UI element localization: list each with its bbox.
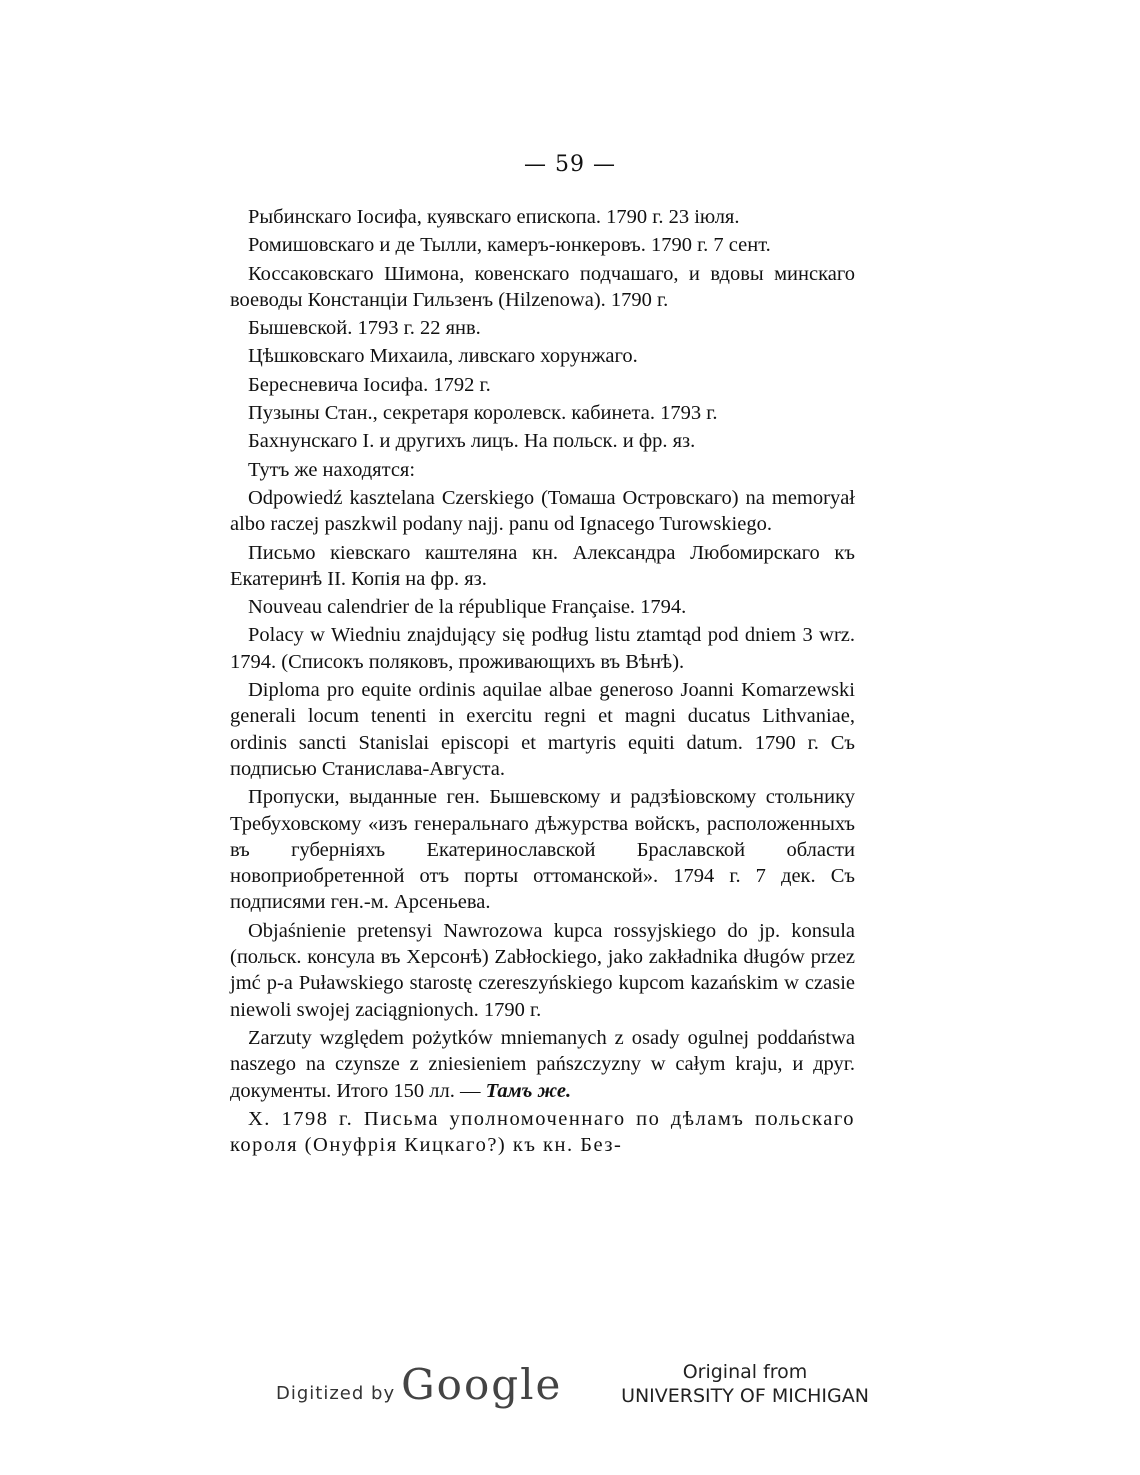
- original-from-label: Original from: [682, 1361, 808, 1383]
- list-item: Бахнунскаго І. и другихъ лицъ. На польск. и фр. яз.: [248, 430, 696, 453]
- google-logo: Google: [401, 1360, 563, 1409]
- list-item-text: Zarzuty względem pożytków mniemanych z osady ogulnej poddaństwa naszego na czynsze z zniesieniem pańszczyzny w całym kraju, и друг. документы. Итого 150 лл. —: [230, 1026, 855, 1102]
- list-item: Objaśnienie pretensyi Nawrozowa kupca rossyjskiego do jp. konsula (польск. консула въ Херсонѣ) Zabłockiego, jako zakładnika długów przez jmć p-a Puławskiego starostę czereszyńskiego kupcom kazańskim w czasie niewoli swojej zaciągnionych. 1790 г.: [230, 919, 855, 1021]
- list-item: Diploma pro equite ordinis aquilae albae generoso Joanni Komarzewski generali locum tenenti in exercitu regni et magni ducatus Lithvaniae, ordinis sancti Stanislai episcopi et martyris equiti datum. 1790 г. Съ подписью Станислава-Августа.: [230, 679, 855, 780]
- digitized-by-google-watermark: [276, 1360, 562, 1409]
- reference-label: Тамъ же.: [485, 1079, 572, 1102]
- list-item: Бересневича Іосифа. 1792 г.: [248, 373, 491, 396]
- list-item: Пузыны Стан., секретаря королевск. кабинета. 1793 г.: [248, 402, 718, 425]
- university-label: UNIVERSITY OF MICHIGAN: [621, 1385, 869, 1407]
- list-item: Nouveau calendrier de la république Française. 1794.: [248, 596, 687, 619]
- digitized-label: Digitized by: [276, 1383, 396, 1404]
- list-item: Polacy w Wiedniu znajdujący się podług listu ztamtąd pod dniem 3 wrz. 1794. (Списокъ поляковъ, проживающихъ въ Вѣнѣ).: [230, 624, 855, 673]
- list-item-last: [230, 1025, 855, 1104]
- list-item: Odpowiedź kasztelana Czerskiego (Томаша Островскаго) na memoryał albo raczej paszkwil podany najj. panu od Ignacego Turowskiego.: [230, 486, 855, 536]
- list-item: Рыбинскаго Іосифа, куявскаго епископа. 1790 г. 23 іюля.: [248, 206, 740, 228]
- list-item: Коссаковскаго Шимона, ковенскаго подчашаго, и вдовы минскаго воеводы Констанціи Гильзенъ (Hilzenowa). 1790 г.: [230, 262, 855, 311]
- page-number: — 59 —: [524, 152, 616, 177]
- list-item: Пропуски, выданные ген. Бышевскому и радзѣіовскому стольнику Требуховскому «изъ генеральнаго дѣжурства войскъ, расположенныхъ въ губерніяхъ Екатеринославской Браславской области новоприобретенной отъ порты оттоманской». 1794 г. 7 дек. Съ подписями ген.-м. Арсеньева.: [230, 786, 855, 914]
- list-item: Цѣшковскаго Михаила, ливскаго хорунжаго.: [248, 345, 638, 368]
- list-item: Ромишовскаго и де Тылли, камеръ-юнкеровъ. 1790 г. 7 сент.: [248, 234, 771, 257]
- section-heading: X. 1798 г. Письма уполномоченнаго по дѣламъ польскаго короля (Онуфрія Кицкаго?) къ кн. Без-: [230, 1107, 855, 1157]
- list-item: Тутъ же находятся:: [248, 458, 416, 481]
- text-block: [230, 204, 855, 1160]
- original-source-watermark: [620, 1360, 870, 1408]
- list-item: Бышевской. 1793 г. 22 янв.: [248, 317, 481, 340]
- list-item: Письмо кіевскаго каштеляна кн. Александра Любомирскаго къ Екатеринѣ II. Копія на фр. яз.: [230, 541, 855, 590]
